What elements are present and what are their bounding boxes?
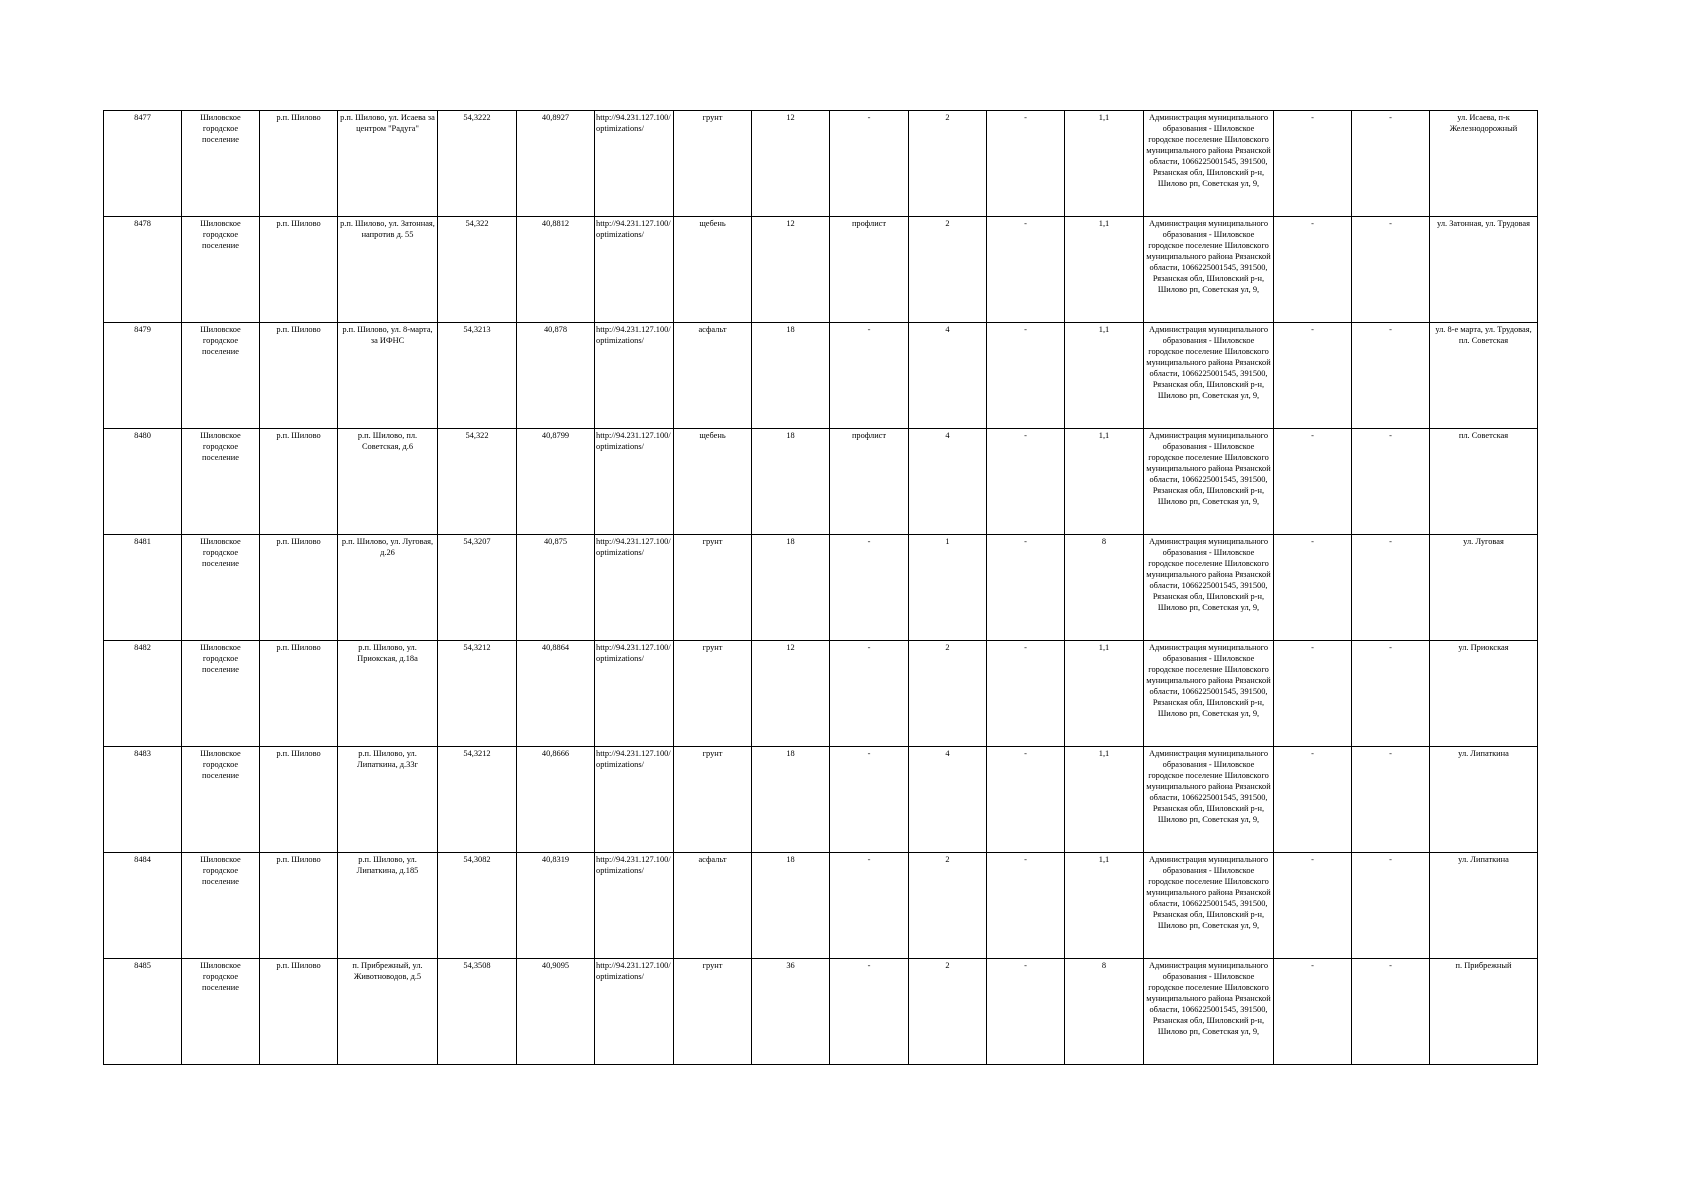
- cell-fence-type: -: [830, 535, 909, 641]
- cell-area: 12: [752, 111, 830, 217]
- cell-latitude: 54,322: [438, 217, 517, 323]
- table-row: [104, 429, 1538, 535]
- cell-waste-sources: ул. Затонная, ул. Трудовая: [1430, 217, 1538, 323]
- cell-locality: р.п. Шилово: [260, 853, 338, 959]
- cell-extra-a: -: [1274, 217, 1352, 323]
- cell-planned-containers: -: [987, 535, 1065, 641]
- cell-extra-a: -: [1274, 111, 1352, 217]
- cell-longitude: 40,8319: [517, 853, 595, 959]
- cell-planned-containers: -: [987, 429, 1065, 535]
- cell-locality: р.п. Шилово: [260, 429, 338, 535]
- cell-settlement: Шиловское городское поселение: [182, 429, 260, 535]
- cell-container-volume: 1,1: [1065, 111, 1144, 217]
- cell-planned-containers: -: [987, 747, 1065, 853]
- cell-planned-containers: -: [987, 853, 1065, 959]
- cell-settlement: Шиловское городское поселение: [182, 217, 260, 323]
- cell-fence-type: -: [830, 959, 909, 1065]
- cell-surface-type: грунт: [674, 747, 752, 853]
- cell-fence-type: профлист: [830, 217, 909, 323]
- cell-container-count: 4: [909, 323, 987, 429]
- cell-extra-b: -: [1352, 323, 1430, 429]
- cell-surface-type: асфальт: [674, 323, 752, 429]
- cell-latitude: 54,3207: [438, 535, 517, 641]
- table-row: [104, 641, 1538, 747]
- cell-container-count: 4: [909, 747, 987, 853]
- cell-extra-b: -: [1352, 535, 1430, 641]
- cell-settlement: Шиловское городское поселение: [182, 323, 260, 429]
- cell-settlement: Шиловское городское поселение: [182, 535, 260, 641]
- cell-planned-containers: -: [987, 641, 1065, 747]
- cell-extra-a: -: [1274, 429, 1352, 535]
- table-row: [104, 747, 1538, 853]
- cell-extra-b: -: [1352, 853, 1430, 959]
- cell-settlement: Шиловское городское поселение: [182, 747, 260, 853]
- cell-waste-sources: ул. Луговая: [1430, 535, 1538, 641]
- cell-fence-type: профлист: [830, 429, 909, 535]
- cell-area: 36: [752, 959, 830, 1065]
- cell-owner: Администрация муниципального образования - Шиловское городское поселение Шиловского муниципального района Рязанской области, 1066225001545, 391500, Рязанская обл, Шиловский р-н, Шилово рп, Советская ул, 9,: [1144, 747, 1274, 853]
- cell-address: р.п. Шилово, ул. 8-марта, за ИФНС: [338, 323, 438, 429]
- cell-address: р.п. Шилово, ул. Липаткина, д.185: [338, 853, 438, 959]
- cell-registry-number: 8479: [104, 323, 182, 429]
- cell-surface-type: щебень: [674, 217, 752, 323]
- cell-container-volume: 1,1: [1065, 853, 1144, 959]
- table-row: [104, 535, 1538, 641]
- cell-waste-sources: ул. 8-е марта, ул. Трудовая, пл. Советская: [1430, 323, 1538, 429]
- cell-owner: Администрация муниципального образования - Шиловское городское поселение Шиловского муниципального района Рязанской области, 1066225001545, 391500, Рязанская обл, Шиловский р-н, Шилово рп, Советская ул, 9,: [1144, 111, 1274, 217]
- cell-locality: р.п. Шилово: [260, 959, 338, 1065]
- cell-latitude: 54,3212: [438, 641, 517, 747]
- cell-registry-number: 8480: [104, 429, 182, 535]
- cell-extra-a: -: [1274, 747, 1352, 853]
- cell-owner: Администрация муниципального образования - Шиловское городское поселение Шиловского муниципального района Рязанской области, 1066225001545, 391500, Рязанская обл, Шиловский р-н, Шилово рп, Советская ул, 9,: [1144, 323, 1274, 429]
- cell-surface-type: асфальт: [674, 853, 752, 959]
- cell-locality: р.п. Шилово: [260, 323, 338, 429]
- cell-map-link: http://94.231.127.100/optimizations/: [595, 323, 674, 429]
- cell-settlement: Шиловское городское поселение: [182, 641, 260, 747]
- table-row: [104, 323, 1538, 429]
- cell-extra-a: -: [1274, 323, 1352, 429]
- table-body: [104, 111, 1538, 1065]
- cell-address: р.п. Шилово, ул. Исаева за центром "Радуга": [338, 111, 438, 217]
- cell-fence-type: -: [830, 641, 909, 747]
- cell-surface-type: щебень: [674, 429, 752, 535]
- cell-address: р.п. Шилово, пл. Советская, д.6: [338, 429, 438, 535]
- cell-longitude: 40,8666: [517, 747, 595, 853]
- cell-latitude: 54,3082: [438, 853, 517, 959]
- cell-container-count: 4: [909, 429, 987, 535]
- cell-map-link: http://94.231.127.100/optimizations/: [595, 535, 674, 641]
- cell-planned-containers: -: [987, 323, 1065, 429]
- cell-map-link: http://94.231.127.100/optimizations/: [595, 959, 674, 1065]
- cell-map-link: http://94.231.127.100/optimizations/: [595, 853, 674, 959]
- cell-extra-b: -: [1352, 217, 1430, 323]
- table-row: [104, 959, 1538, 1065]
- cell-longitude: 40,875: [517, 535, 595, 641]
- cell-locality: р.п. Шилово: [260, 747, 338, 853]
- cell-address: р.п. Шилово, ул. Луговая, д.26: [338, 535, 438, 641]
- cell-settlement: Шиловское городское поселение: [182, 853, 260, 959]
- cell-container-volume: 8: [1065, 535, 1144, 641]
- cell-longitude: 40,8799: [517, 429, 595, 535]
- cell-container-count: 2: [909, 217, 987, 323]
- cell-area: 18: [752, 535, 830, 641]
- cell-owner: Администрация муниципального образования - Шиловское городское поселение Шиловского муниципального района Рязанской области, 1066225001545, 391500, Рязанская обл, Шиловский р-н, Шилово рп, Советская ул, 9,: [1144, 217, 1274, 323]
- cell-waste-sources: ул. Липаткина: [1430, 853, 1538, 959]
- cell-waste-sources: ул. Исаева, п-к Железнодорожный: [1430, 111, 1538, 217]
- cell-planned-containers: -: [987, 111, 1065, 217]
- table-row: [104, 217, 1538, 323]
- cell-locality: р.п. Шилово: [260, 217, 338, 323]
- cell-registry-number: 8483: [104, 747, 182, 853]
- cell-map-link: http://94.231.127.100/optimizations/: [595, 429, 674, 535]
- cell-extra-a: -: [1274, 853, 1352, 959]
- cell-extra-b: -: [1352, 429, 1430, 535]
- cell-longitude: 40,8927: [517, 111, 595, 217]
- cell-registry-number: 8484: [104, 853, 182, 959]
- table-row: [104, 111, 1538, 217]
- cell-latitude: 54,3212: [438, 747, 517, 853]
- cell-registry-number: 8482: [104, 641, 182, 747]
- cell-owner: Администрация муниципального образования - Шиловское городское поселение Шиловского муниципального района Рязанской области, 1066225001545, 391500, Рязанская обл, Шиловский р-н, Шилово рп, Советская ул, 9,: [1144, 641, 1274, 747]
- cell-longitude: 40,9095: [517, 959, 595, 1065]
- cell-longitude: 40,8812: [517, 217, 595, 323]
- cell-waste-sources: ул. Приокская: [1430, 641, 1538, 747]
- cell-area: 18: [752, 323, 830, 429]
- cell-map-link: http://94.231.127.100/optimizations/: [595, 641, 674, 747]
- cell-fence-type: -: [830, 111, 909, 217]
- cell-planned-containers: -: [987, 959, 1065, 1065]
- cell-container-volume: 1,1: [1065, 217, 1144, 323]
- cell-container-volume: 1,1: [1065, 429, 1144, 535]
- waste-sites-table: [103, 110, 1538, 1065]
- cell-registry-number: 8485: [104, 959, 182, 1065]
- cell-area: 12: [752, 217, 830, 323]
- cell-locality: р.п. Шилово: [260, 535, 338, 641]
- cell-registry-number: 8481: [104, 535, 182, 641]
- cell-container-count: 2: [909, 641, 987, 747]
- cell-extra-b: -: [1352, 959, 1430, 1065]
- cell-owner: Администрация муниципального образования - Шиловское городское поселение Шиловского муниципального района Рязанской области, 1066225001545, 391500, Рязанская обл, Шиловский р-н, Шилово рп, Советская ул, 9,: [1144, 959, 1274, 1065]
- cell-owner: Администрация муниципального образования - Шиловское городское поселение Шиловского муниципального района Рязанской области, 1066225001545, 391500, Рязанская обл, Шиловский р-н, Шилово рп, Советская ул, 9,: [1144, 535, 1274, 641]
- cell-extra-b: -: [1352, 641, 1430, 747]
- cell-area: 18: [752, 747, 830, 853]
- cell-container-volume: 8: [1065, 959, 1144, 1065]
- cell-address: р.п. Шилово, ул. Липаткина, д.33г: [338, 747, 438, 853]
- cell-surface-type: грунт: [674, 111, 752, 217]
- cell-fence-type: -: [830, 747, 909, 853]
- cell-fence-type: -: [830, 323, 909, 429]
- cell-address: р.п. Шилово, ул. Затонная, напротив д. 55: [338, 217, 438, 323]
- cell-extra-b: -: [1352, 747, 1430, 853]
- cell-waste-sources: п. Прибрежный: [1430, 959, 1538, 1065]
- cell-waste-sources: пл. Советская: [1430, 429, 1538, 535]
- cell-surface-type: грунт: [674, 959, 752, 1065]
- cell-latitude: 54,3213: [438, 323, 517, 429]
- cell-fence-type: -: [830, 853, 909, 959]
- cell-map-link: http://94.231.127.100/optimizations/: [595, 217, 674, 323]
- cell-waste-sources: ул. Липаткина: [1430, 747, 1538, 853]
- cell-extra-a: -: [1274, 959, 1352, 1065]
- cell-latitude: 54,3222: [438, 111, 517, 217]
- cell-extra-a: -: [1274, 641, 1352, 747]
- cell-registry-number: 8477: [104, 111, 182, 217]
- cell-settlement: Шиловское городское поселение: [182, 959, 260, 1065]
- cell-container-count: 2: [909, 853, 987, 959]
- cell-settlement: Шиловское городское поселение: [182, 111, 260, 217]
- cell-container-count: 1: [909, 535, 987, 641]
- cell-locality: р.п. Шилово: [260, 111, 338, 217]
- cell-address: р.п. Шилово, ул. Приокская, д.18а: [338, 641, 438, 747]
- cell-map-link: http://94.231.127.100/optimizations/: [595, 111, 674, 217]
- cell-extra-a: -: [1274, 535, 1352, 641]
- cell-surface-type: грунт: [674, 535, 752, 641]
- cell-map-link: http://94.231.127.100/optimizations/: [595, 747, 674, 853]
- cell-latitude: 54,322: [438, 429, 517, 535]
- cell-container-count: 2: [909, 111, 987, 217]
- cell-address: п. Прибрежный, ул. Животноводов, д.5: [338, 959, 438, 1065]
- cell-latitude: 54,3508: [438, 959, 517, 1065]
- cell-area: 18: [752, 853, 830, 959]
- cell-extra-b: -: [1352, 111, 1430, 217]
- cell-surface-type: грунт: [674, 641, 752, 747]
- cell-container-volume: 1,1: [1065, 641, 1144, 747]
- cell-locality: р.п. Шилово: [260, 641, 338, 747]
- cell-area: 18: [752, 429, 830, 535]
- cell-owner: Администрация муниципального образования - Шиловское городское поселение Шиловского муниципального района Рязанской области, 1066225001545, 391500, Рязанская обл, Шиловский р-н, Шилово рп, Советская ул, 9,: [1144, 853, 1274, 959]
- cell-owner: Администрация муниципального образования - Шиловское городское поселение Шиловского муниципального района Рязанской области, 1066225001545, 391500, Рязанская обл, Шиловский р-н, Шилово рп, Советская ул, 9,: [1144, 429, 1274, 535]
- cell-planned-containers: -: [987, 217, 1065, 323]
- cell-longitude: 40,8864: [517, 641, 595, 747]
- cell-registry-number: 8478: [104, 217, 182, 323]
- cell-container-volume: 1,1: [1065, 747, 1144, 853]
- cell-area: 12: [752, 641, 830, 747]
- cell-container-volume: 1,1: [1065, 323, 1144, 429]
- cell-container-count: 2: [909, 959, 987, 1065]
- cell-longitude: 40,878: [517, 323, 595, 429]
- table-row: [104, 853, 1538, 959]
